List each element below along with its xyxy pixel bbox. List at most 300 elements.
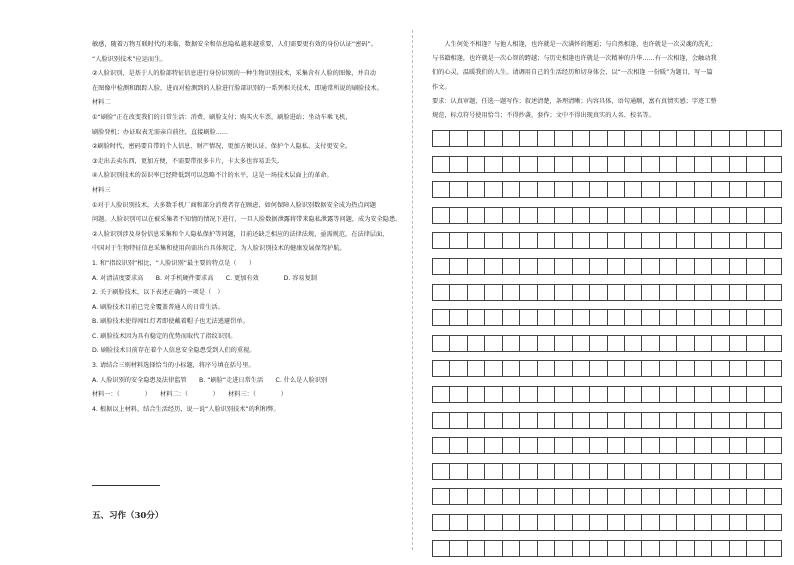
grid-cell[interactable] bbox=[520, 413, 537, 428]
grid-cell[interactable] bbox=[433, 208, 450, 223]
grid-cell[interactable] bbox=[677, 131, 694, 146]
grid-cell[interactable] bbox=[660, 387, 677, 402]
grid-cell[interactable] bbox=[503, 387, 520, 402]
grid-cell[interactable] bbox=[625, 515, 642, 530]
grid-cell[interactable] bbox=[555, 157, 572, 172]
grid-cell[interactable] bbox=[642, 208, 659, 223]
grid-cell[interactable] bbox=[608, 541, 625, 556]
grid-row[interactable] bbox=[432, 488, 782, 505]
grid-cell[interactable] bbox=[590, 438, 607, 453]
grid-cell[interactable] bbox=[730, 515, 747, 530]
grid-cell[interactable] bbox=[503, 464, 520, 479]
grid-cell[interactable] bbox=[468, 157, 485, 172]
grid-cell[interactable] bbox=[730, 361, 747, 376]
grid-cell[interactable] bbox=[555, 310, 572, 325]
grid-cell[interactable] bbox=[573, 438, 590, 453]
grid-cell[interactable] bbox=[590, 515, 607, 530]
grid-cell[interactable] bbox=[450, 464, 467, 479]
grid-cell[interactable] bbox=[590, 208, 607, 223]
grid-cell[interactable] bbox=[660, 361, 677, 376]
grid-cell[interactable] bbox=[450, 259, 467, 274]
grid-cell[interactable] bbox=[660, 182, 677, 197]
grid-cell[interactable] bbox=[642, 157, 659, 172]
grid-cell[interactable] bbox=[765, 157, 782, 172]
grid-cell[interactable] bbox=[503, 310, 520, 325]
grid-cell[interactable] bbox=[747, 157, 764, 172]
grid-cell[interactable] bbox=[625, 438, 642, 453]
grid-cell[interactable] bbox=[765, 208, 782, 223]
grid-cell[interactable] bbox=[468, 233, 485, 248]
grid-cell[interactable] bbox=[433, 131, 450, 146]
grid-cell[interactable] bbox=[538, 259, 555, 274]
grid-cell[interactable] bbox=[468, 336, 485, 351]
grid-cell[interactable] bbox=[503, 489, 520, 504]
grid-cell[interactable] bbox=[747, 361, 764, 376]
grid-cell[interactable] bbox=[765, 413, 782, 428]
grid-cell[interactable] bbox=[538, 515, 555, 530]
grid-cell[interactable] bbox=[747, 413, 764, 428]
grid-cell[interactable] bbox=[695, 233, 712, 248]
grid-cell[interactable] bbox=[555, 182, 572, 197]
grid-cell[interactable] bbox=[765, 464, 782, 479]
grid-cell[interactable] bbox=[625, 157, 642, 172]
grid-cell[interactable] bbox=[642, 464, 659, 479]
grid-cell[interactable] bbox=[695, 310, 712, 325]
grid-cell[interactable] bbox=[520, 285, 537, 300]
grid-cell[interactable] bbox=[642, 387, 659, 402]
grid-cell[interactable] bbox=[642, 233, 659, 248]
grid-cell[interactable] bbox=[608, 259, 625, 274]
grid-cell[interactable] bbox=[712, 285, 729, 300]
grid-cell[interactable] bbox=[590, 541, 607, 556]
grid-cell[interactable] bbox=[730, 413, 747, 428]
grid-cell[interactable] bbox=[765, 259, 782, 274]
grid-cell[interactable] bbox=[730, 489, 747, 504]
grid-row[interactable] bbox=[432, 309, 782, 326]
grid-cell[interactable] bbox=[450, 387, 467, 402]
grid-cell[interactable] bbox=[730, 387, 747, 402]
grid-row[interactable] bbox=[432, 412, 782, 429]
grid-cell[interactable] bbox=[503, 208, 520, 223]
grid-cell[interactable] bbox=[765, 182, 782, 197]
grid-cell[interactable] bbox=[433, 310, 450, 325]
grid-cell[interactable] bbox=[573, 413, 590, 428]
grid-cell[interactable] bbox=[677, 336, 694, 351]
grid-cell[interactable] bbox=[642, 413, 659, 428]
grid-cell[interactable] bbox=[503, 285, 520, 300]
grid-cell[interactable] bbox=[573, 515, 590, 530]
grid-cell[interactable] bbox=[485, 233, 502, 248]
grid-cell[interactable] bbox=[695, 208, 712, 223]
grid-cell[interactable] bbox=[642, 259, 659, 274]
grid-cell[interactable] bbox=[765, 336, 782, 351]
grid-cell[interactable] bbox=[765, 515, 782, 530]
grid-cell[interactable] bbox=[485, 208, 502, 223]
grid-cell[interactable] bbox=[433, 259, 450, 274]
grid-cell[interactable] bbox=[677, 413, 694, 428]
grid-cell[interactable] bbox=[695, 387, 712, 402]
grid-cell[interactable] bbox=[573, 541, 590, 556]
grid-cell[interactable] bbox=[485, 541, 502, 556]
grid-cell[interactable] bbox=[485, 285, 502, 300]
grid-cell[interactable] bbox=[695, 464, 712, 479]
grid-cell[interactable] bbox=[538, 233, 555, 248]
grid-cell[interactable] bbox=[433, 489, 450, 504]
grid-cell[interactable] bbox=[450, 310, 467, 325]
grid-cell[interactable] bbox=[433, 515, 450, 530]
grid-cell[interactable] bbox=[590, 413, 607, 428]
grid-cell[interactable] bbox=[485, 310, 502, 325]
grid-cell[interactable] bbox=[485, 182, 502, 197]
grid-cell[interactable] bbox=[520, 310, 537, 325]
grid-cell[interactable] bbox=[450, 131, 467, 146]
grid-cell[interactable] bbox=[590, 310, 607, 325]
grid-cell[interactable] bbox=[625, 233, 642, 248]
grid-cell[interactable] bbox=[695, 361, 712, 376]
grid-cell[interactable] bbox=[450, 157, 467, 172]
grid-cell[interactable] bbox=[433, 361, 450, 376]
grid-cell[interactable] bbox=[433, 233, 450, 248]
grid-cell[interactable] bbox=[555, 259, 572, 274]
grid-cell[interactable] bbox=[538, 541, 555, 556]
grid-cell[interactable] bbox=[747, 541, 764, 556]
grid-cell[interactable] bbox=[538, 310, 555, 325]
grid-cell[interactable] bbox=[468, 310, 485, 325]
grid-cell[interactable] bbox=[677, 464, 694, 479]
grid-cell[interactable] bbox=[730, 208, 747, 223]
grid-cell[interactable] bbox=[712, 387, 729, 402]
grid-cell[interactable] bbox=[642, 310, 659, 325]
grid-cell[interactable] bbox=[538, 489, 555, 504]
grid-cell[interactable] bbox=[520, 361, 537, 376]
grid-cell[interactable] bbox=[468, 541, 485, 556]
grid-cell[interactable] bbox=[765, 489, 782, 504]
grid-cell[interactable] bbox=[608, 310, 625, 325]
grid-cell[interactable] bbox=[677, 361, 694, 376]
grid-cell[interactable] bbox=[765, 131, 782, 146]
grid-cell[interactable] bbox=[642, 515, 659, 530]
grid-cell[interactable] bbox=[730, 336, 747, 351]
grid-cell[interactable] bbox=[747, 131, 764, 146]
grid-cell[interactable] bbox=[625, 387, 642, 402]
grid-cell[interactable] bbox=[695, 413, 712, 428]
grid-cell[interactable] bbox=[468, 285, 485, 300]
grid-cell[interactable] bbox=[555, 387, 572, 402]
grid-cell[interactable] bbox=[520, 438, 537, 453]
grid-cell[interactable] bbox=[485, 361, 502, 376]
grid-row[interactable] bbox=[432, 284, 782, 301]
grid-cell[interactable] bbox=[625, 208, 642, 223]
grid-cell[interactable] bbox=[573, 157, 590, 172]
grid-cell[interactable] bbox=[433, 285, 450, 300]
grid-cell[interactable] bbox=[468, 387, 485, 402]
grid-cell[interactable] bbox=[538, 182, 555, 197]
grid-cell[interactable] bbox=[712, 208, 729, 223]
grid-cell[interactable] bbox=[485, 413, 502, 428]
grid-cell[interactable] bbox=[608, 489, 625, 504]
grid-cell[interactable] bbox=[538, 208, 555, 223]
grid-cell[interactable] bbox=[573, 310, 590, 325]
grid-cell[interactable] bbox=[590, 157, 607, 172]
grid-row[interactable] bbox=[432, 232, 782, 249]
grid-cell[interactable] bbox=[573, 233, 590, 248]
grid-cell[interactable] bbox=[765, 387, 782, 402]
grid-cell[interactable] bbox=[433, 464, 450, 479]
grid-cell[interactable] bbox=[642, 131, 659, 146]
grid-cell[interactable] bbox=[730, 310, 747, 325]
grid-cell[interactable] bbox=[677, 208, 694, 223]
grid-cell[interactable] bbox=[608, 515, 625, 530]
grid-cell[interactable] bbox=[450, 233, 467, 248]
grid-cell[interactable] bbox=[625, 131, 642, 146]
grid-cell[interactable] bbox=[712, 336, 729, 351]
grid-cell[interactable] bbox=[747, 515, 764, 530]
grid-cell[interactable] bbox=[450, 361, 467, 376]
grid-cell[interactable] bbox=[660, 310, 677, 325]
grid-cell[interactable] bbox=[677, 233, 694, 248]
grid-cell[interactable] bbox=[625, 259, 642, 274]
grid-cell[interactable] bbox=[538, 131, 555, 146]
grid-row[interactable] bbox=[432, 540, 782, 557]
grid-cell[interactable] bbox=[677, 285, 694, 300]
grid-cell[interactable] bbox=[573, 336, 590, 351]
grid-cell[interactable] bbox=[433, 387, 450, 402]
grid-cell[interactable] bbox=[712, 361, 729, 376]
grid-cell[interactable] bbox=[555, 541, 572, 556]
grid-cell[interactable] bbox=[555, 361, 572, 376]
grid-cell[interactable] bbox=[590, 361, 607, 376]
grid-row[interactable] bbox=[432, 335, 782, 352]
grid-cell[interactable] bbox=[625, 541, 642, 556]
grid-cell[interactable] bbox=[695, 541, 712, 556]
grid-cell[interactable] bbox=[503, 336, 520, 351]
grid-cell[interactable] bbox=[520, 131, 537, 146]
grid-cell[interactable] bbox=[433, 413, 450, 428]
grid-cell[interactable] bbox=[555, 336, 572, 351]
grid-cell[interactable] bbox=[625, 489, 642, 504]
grid-cell[interactable] bbox=[608, 285, 625, 300]
grid-cell[interactable] bbox=[520, 157, 537, 172]
grid-cell[interactable] bbox=[590, 285, 607, 300]
grid-cell[interactable] bbox=[747, 208, 764, 223]
grid-cell[interactable] bbox=[747, 182, 764, 197]
grid-row[interactable] bbox=[432, 360, 782, 377]
grid-cell[interactable] bbox=[450, 285, 467, 300]
grid-cell[interactable] bbox=[555, 489, 572, 504]
grid-cell[interactable] bbox=[503, 259, 520, 274]
grid-cell[interactable] bbox=[695, 336, 712, 351]
grid-cell[interactable] bbox=[730, 131, 747, 146]
grid-cell[interactable] bbox=[608, 131, 625, 146]
grid-cell[interactable] bbox=[608, 233, 625, 248]
grid-cell[interactable] bbox=[520, 489, 537, 504]
grid-cell[interactable] bbox=[642, 361, 659, 376]
grid-cell[interactable] bbox=[730, 182, 747, 197]
grid-cell[interactable] bbox=[765, 361, 782, 376]
grid-cell[interactable] bbox=[712, 489, 729, 504]
grid-cell[interactable] bbox=[660, 438, 677, 453]
grid-cell[interactable] bbox=[485, 515, 502, 530]
grid-cell[interactable] bbox=[538, 361, 555, 376]
grid-cell[interactable] bbox=[608, 182, 625, 197]
grid-cell[interactable] bbox=[450, 182, 467, 197]
grid-cell[interactable] bbox=[695, 259, 712, 274]
grid-cell[interactable] bbox=[747, 438, 764, 453]
grid-cell[interactable] bbox=[433, 336, 450, 351]
grid-cell[interactable] bbox=[608, 387, 625, 402]
grid-cell[interactable] bbox=[677, 259, 694, 274]
writing-grid[interactable] bbox=[432, 130, 782, 565]
grid-cell[interactable] bbox=[520, 387, 537, 402]
grid-cell[interactable] bbox=[747, 489, 764, 504]
grid-cell[interactable] bbox=[485, 438, 502, 453]
grid-cell[interactable] bbox=[660, 541, 677, 556]
grid-cell[interactable] bbox=[555, 285, 572, 300]
grid-cell[interactable] bbox=[555, 208, 572, 223]
grid-cell[interactable] bbox=[608, 464, 625, 479]
grid-cell[interactable] bbox=[608, 361, 625, 376]
grid-cell[interactable] bbox=[503, 157, 520, 172]
grid-cell[interactable] bbox=[503, 233, 520, 248]
grid-row[interactable] bbox=[432, 258, 782, 275]
grid-cell[interactable] bbox=[712, 157, 729, 172]
grid-cell[interactable] bbox=[747, 285, 764, 300]
grid-cell[interactable] bbox=[590, 131, 607, 146]
grid-row[interactable] bbox=[432, 181, 782, 198]
grid-cell[interactable] bbox=[555, 438, 572, 453]
grid-cell[interactable] bbox=[433, 541, 450, 556]
grid-cell[interactable] bbox=[555, 233, 572, 248]
grid-cell[interactable] bbox=[573, 259, 590, 274]
grid-cell[interactable] bbox=[730, 285, 747, 300]
grid-cell[interactable] bbox=[677, 541, 694, 556]
grid-row[interactable] bbox=[432, 386, 782, 403]
grid-cell[interactable] bbox=[677, 310, 694, 325]
grid-cell[interactable] bbox=[747, 259, 764, 274]
grid-cell[interactable] bbox=[747, 310, 764, 325]
grid-cell[interactable] bbox=[712, 131, 729, 146]
grid-cell[interactable] bbox=[608, 157, 625, 172]
grid-cell[interactable] bbox=[590, 387, 607, 402]
grid-cell[interactable] bbox=[660, 285, 677, 300]
grid-cell[interactable] bbox=[677, 438, 694, 453]
grid-cell[interactable] bbox=[468, 131, 485, 146]
grid-cell[interactable] bbox=[695, 182, 712, 197]
grid-cell[interactable] bbox=[747, 387, 764, 402]
grid-cell[interactable] bbox=[677, 157, 694, 172]
grid-cell[interactable] bbox=[450, 208, 467, 223]
grid-cell[interactable] bbox=[677, 489, 694, 504]
grid-cell[interactable] bbox=[660, 157, 677, 172]
grid-cell[interactable] bbox=[642, 336, 659, 351]
grid-cell[interactable] bbox=[608, 413, 625, 428]
grid-cell[interactable] bbox=[712, 438, 729, 453]
grid-cell[interactable] bbox=[677, 515, 694, 530]
grid-cell[interactable] bbox=[712, 233, 729, 248]
grid-cell[interactable] bbox=[503, 515, 520, 530]
grid-cell[interactable] bbox=[468, 182, 485, 197]
grid-cell[interactable] bbox=[660, 336, 677, 351]
grid-cell[interactable] bbox=[538, 285, 555, 300]
grid-cell[interactable] bbox=[433, 438, 450, 453]
grid-cell[interactable] bbox=[503, 438, 520, 453]
grid-cell[interactable] bbox=[538, 413, 555, 428]
grid-cell[interactable] bbox=[573, 131, 590, 146]
grid-cell[interactable] bbox=[712, 515, 729, 530]
grid-cell[interactable] bbox=[730, 464, 747, 479]
grid-cell[interactable] bbox=[573, 285, 590, 300]
grid-cell[interactable] bbox=[608, 208, 625, 223]
grid-cell[interactable] bbox=[485, 387, 502, 402]
grid-cell[interactable] bbox=[503, 413, 520, 428]
grid-cell[interactable] bbox=[712, 310, 729, 325]
grid-cell[interactable] bbox=[433, 182, 450, 197]
grid-cell[interactable] bbox=[695, 131, 712, 146]
grid-cell[interactable] bbox=[642, 541, 659, 556]
grid-cell[interactable] bbox=[555, 464, 572, 479]
grid-cell[interactable] bbox=[765, 541, 782, 556]
grid-cell[interactable] bbox=[695, 157, 712, 172]
grid-cell[interactable] bbox=[538, 336, 555, 351]
grid-cell[interactable] bbox=[765, 310, 782, 325]
grid-cell[interactable] bbox=[433, 157, 450, 172]
grid-cell[interactable] bbox=[712, 541, 729, 556]
grid-cell[interactable] bbox=[747, 464, 764, 479]
grid-cell[interactable] bbox=[660, 464, 677, 479]
grid-cell[interactable] bbox=[538, 157, 555, 172]
grid-cell[interactable] bbox=[712, 259, 729, 274]
grid-cell[interactable] bbox=[765, 438, 782, 453]
grid-cell[interactable] bbox=[485, 336, 502, 351]
grid-cell[interactable] bbox=[468, 413, 485, 428]
grid-cell[interactable] bbox=[450, 438, 467, 453]
grid-cell[interactable] bbox=[590, 233, 607, 248]
grid-cell[interactable] bbox=[642, 438, 659, 453]
grid-cell[interactable] bbox=[730, 438, 747, 453]
grid-cell[interactable] bbox=[660, 208, 677, 223]
grid-row[interactable] bbox=[432, 514, 782, 531]
grid-cell[interactable] bbox=[642, 182, 659, 197]
grid-cell[interactable] bbox=[485, 464, 502, 479]
grid-cell[interactable] bbox=[660, 131, 677, 146]
grid-cell[interactable] bbox=[520, 208, 537, 223]
grid-cell[interactable] bbox=[608, 438, 625, 453]
grid-cell[interactable] bbox=[747, 336, 764, 351]
grid-cell[interactable] bbox=[450, 541, 467, 556]
grid-cell[interactable] bbox=[450, 515, 467, 530]
grid-cell[interactable] bbox=[450, 336, 467, 351]
grid-cell[interactable] bbox=[503, 361, 520, 376]
grid-cell[interactable] bbox=[485, 131, 502, 146]
grid-cell[interactable] bbox=[468, 361, 485, 376]
grid-cell[interactable] bbox=[695, 285, 712, 300]
grid-cell[interactable] bbox=[625, 182, 642, 197]
grid-cell[interactable] bbox=[485, 157, 502, 172]
grid-cell[interactable] bbox=[660, 515, 677, 530]
grid-cell[interactable] bbox=[468, 464, 485, 479]
grid-cell[interactable] bbox=[712, 464, 729, 479]
grid-cell[interactable] bbox=[730, 259, 747, 274]
grid-cell[interactable] bbox=[747, 233, 764, 248]
grid-cell[interactable] bbox=[520, 515, 537, 530]
grid-cell[interactable] bbox=[590, 489, 607, 504]
grid-cell[interactable] bbox=[625, 464, 642, 479]
grid-cell[interactable] bbox=[590, 336, 607, 351]
grid-cell[interactable] bbox=[625, 285, 642, 300]
grid-cell[interactable] bbox=[695, 515, 712, 530]
grid-cell[interactable] bbox=[520, 336, 537, 351]
grid-cell[interactable] bbox=[625, 361, 642, 376]
